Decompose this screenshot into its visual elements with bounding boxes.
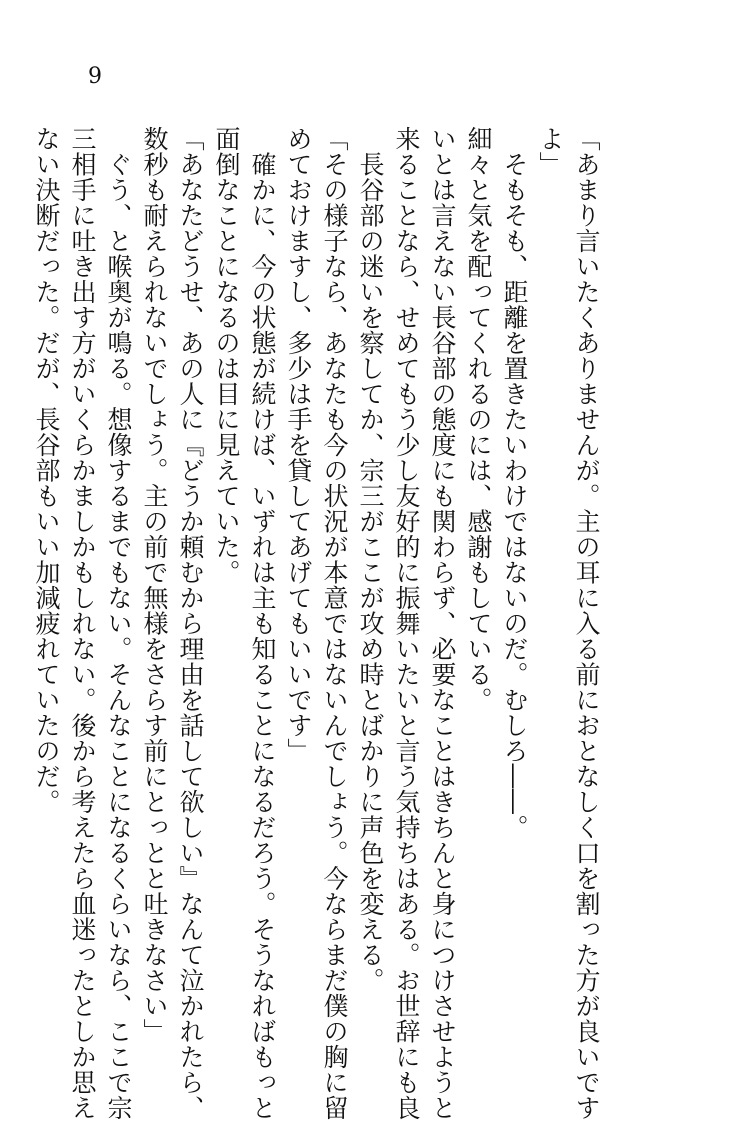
text-line: よ」 <box>536 126 565 177</box>
text-line: そもそも、距離を置きたいわけではないのだ。むしろ――。 <box>500 126 529 840</box>
page-number: 9 <box>88 64 102 89</box>
text-line: 三相手に吐き出す方がいくらかましかもしれない。後から考えたら血迷ったとしか思え <box>68 126 97 1121</box>
text-line: ぐう、と喉奥が鳴る。想像するまでもない。そんなことになるくらいなら、ここで宗 <box>104 126 133 1121</box>
text-line: 「あまり言いたくありませんが。主の耳に入る前におとなしく口を割った方が良いです <box>572 126 601 1121</box>
text-line: いとは言えない長谷部の態度にも関わらず、必要なことはきちんと身につけさせようと <box>428 126 457 1121</box>
vertical-text-body <box>32 126 604 1121</box>
text-line: 数秒も耐えられないでしょう。主の前で無様をさらす前にとっとと吐きなさい」 <box>140 126 169 1044</box>
text-line: 来ることなら、せめてもう少し友好的に振舞いたいと言う気持ちはある。お世辞にも良 <box>392 126 421 1121</box>
text-line: 面倒なことになるのは目に見えていた。 <box>212 126 241 585</box>
text-line: 細々と気を配ってくれるのには、感謝もしている。 <box>464 126 493 713</box>
text-line: 「あなたどうせ、あの人に『どうか頼むから理由を話して欲しい』なんて泣かれたら、 <box>176 126 205 1121</box>
text-line: 確かに、今の状態が続けば、いずれは主も知ることになるだろう。そうなればもっと <box>248 126 277 1121</box>
text-line: 長谷部の迷いを察してか、宗三がここが攻め時とばかりに声色を変える。 <box>356 126 385 993</box>
text-line: 「その様子なら、あなたも今の状況が本意ではないんでしょう。今ならまだ僕の胸に留 <box>320 126 349 1121</box>
text-line: ない決断だった。だが、長谷部もいい加減疲れていたのだ。 <box>32 126 61 815</box>
text-line: めておけますし、多少は手を貸してあげてもいいです」 <box>284 126 313 764</box>
